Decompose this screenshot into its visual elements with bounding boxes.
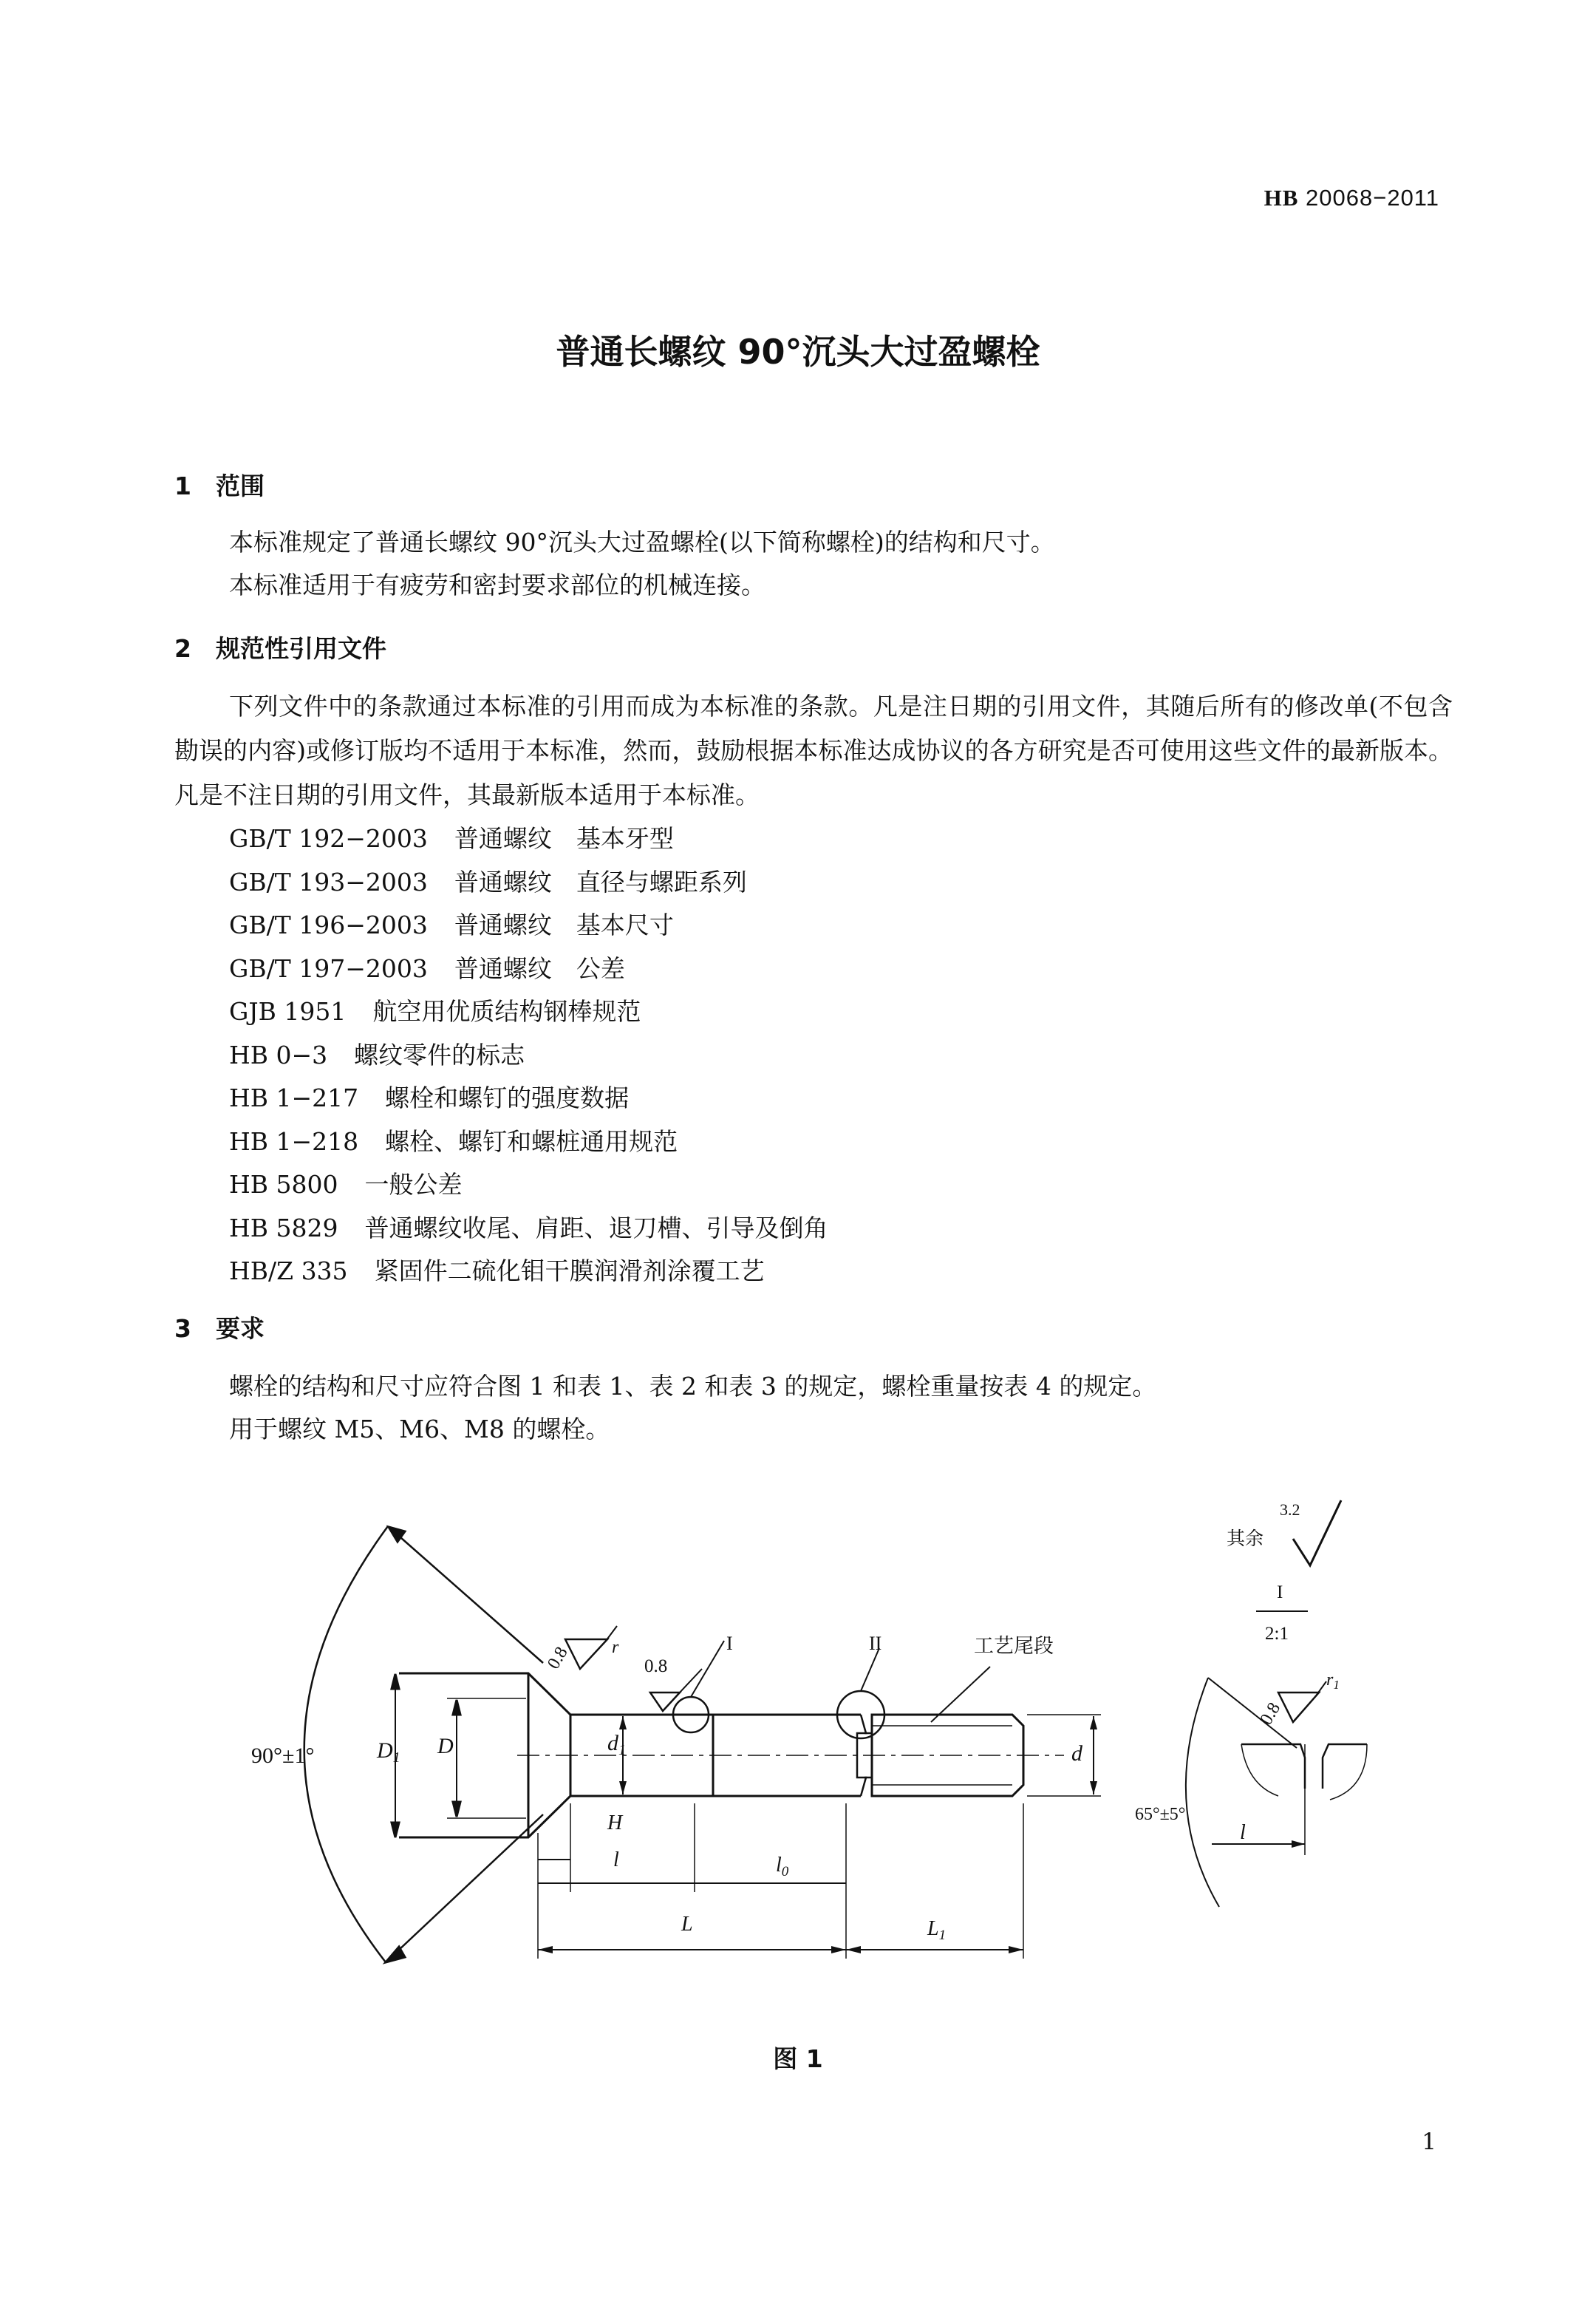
document-title: 普通长螺纹 90°沉头大过盈螺栓 xyxy=(556,332,1040,372)
reference-item: HB 5829 普通螺纹收尾、肩距、退刀槽、引导及倒角 xyxy=(229,1213,828,1242)
reference-item: HB 1−218 螺栓、螺钉和螺桩通用规范 xyxy=(229,1126,678,1156)
label-H: H xyxy=(607,1812,623,1834)
section-heading-references: 2 规范性引用文件 xyxy=(174,634,386,663)
label-l: l xyxy=(613,1848,619,1871)
reference-item: GB/T 193−2003 普通螺纹 直径与螺距系列 xyxy=(229,867,747,897)
label-angle-head: 90°±1° xyxy=(251,1744,315,1768)
head-angle-arc xyxy=(304,1526,388,1962)
label-r1: $r_1$ xyxy=(1326,1670,1340,1692)
reference-item: HB/Z 335 紧固件二硫化钼干膜润滑剂涂覆工艺 xyxy=(229,1256,765,1285)
label-detail-roughness: 0.8 xyxy=(1256,1699,1285,1729)
label-D1: $D_1$ xyxy=(377,1738,400,1766)
label-angle-detail: 65°±5° xyxy=(1135,1805,1186,1824)
label-scale-ratio: 2:1 xyxy=(1265,1624,1289,1644)
label-L1: $L_1$ xyxy=(927,1917,947,1943)
reference-item: GB/T 192−2003 普通螺纹 基本牙型 xyxy=(229,824,674,853)
requirements-paragraph-1: 螺栓的结构和尺寸应符合图 1 和表 1、表 2 和表 3 的规定，螺栓重量按表 4 的规定。 xyxy=(229,1372,1157,1401)
label-remainder-prefix: 其余 xyxy=(1227,1529,1264,1549)
label-roughness-head: 0.8 xyxy=(544,1643,572,1673)
references-intro: 下列文件中的条款通过本标准的引用而成为本标准的条款。凡是注日期的引用文件，其随后所有的修改单(不包含勘误的内容)或修订版均不适用于本标准，然而，鼓励根据本标准达成协议的各方研究是否可使用这些文件的最新版本。凡是不注日期的引用文件，其最新版本适用于本标准。 xyxy=(174,692,1453,809)
scope-paragraph-2: 本标准适用于有疲劳和密封要求部位的机械连接。 xyxy=(229,571,765,599)
label-scale-detail: I xyxy=(1277,1582,1283,1602)
label-roughness-shank: 0.8 xyxy=(644,1656,668,1676)
requirements-paragraph-2: 用于螺纹 M5、M6、M8 的螺栓。 xyxy=(229,1415,610,1443)
reference-item: HB 5800 一般公差 xyxy=(229,1170,463,1199)
section-heading-requirements: 3 要求 xyxy=(174,1314,265,1343)
label-D: D xyxy=(437,1734,454,1758)
label-r: r xyxy=(612,1638,619,1657)
scope-paragraph-1: 本标准规定了普通长螺纹 90°沉头大过盈螺栓(以下简称螺栓)的结构和尺寸。 xyxy=(229,528,1055,557)
standard-number: HB 20068−2011 xyxy=(1264,185,1439,211)
label-remainder-value: 3.2 xyxy=(1280,1500,1300,1519)
label-detail-II: II xyxy=(869,1633,882,1654)
label-detail-I: I xyxy=(726,1633,733,1654)
label-detail-l: l xyxy=(1240,1821,1246,1844)
figure-caption: 图 1 xyxy=(773,2044,823,2073)
label-process-tail: 工艺尾段 xyxy=(974,1635,1054,1657)
reference-item: GJB 1951 航空用优质结构钢棒规范 xyxy=(229,997,641,1026)
section-heading-scope: 1 范围 xyxy=(174,472,265,500)
label-l0: $l_0$ xyxy=(776,1854,789,1880)
label-L: L xyxy=(681,1913,693,1936)
reference-item: GB/T 197−2003 普通螺纹 公差 xyxy=(229,953,625,983)
label-d: d xyxy=(1071,1741,1082,1766)
reference-item: GB/T 196−2003 普通螺纹 基本尺寸 xyxy=(229,911,674,939)
reference-item: HB 0−3 螺纹零件的标志 xyxy=(229,1040,525,1069)
label-d1: $d_1$ xyxy=(607,1731,626,1758)
page-number: 1 xyxy=(1422,2129,1436,2155)
reference-item: HB 1−217 螺栓和螺钉的强度数据 xyxy=(229,1084,630,1112)
